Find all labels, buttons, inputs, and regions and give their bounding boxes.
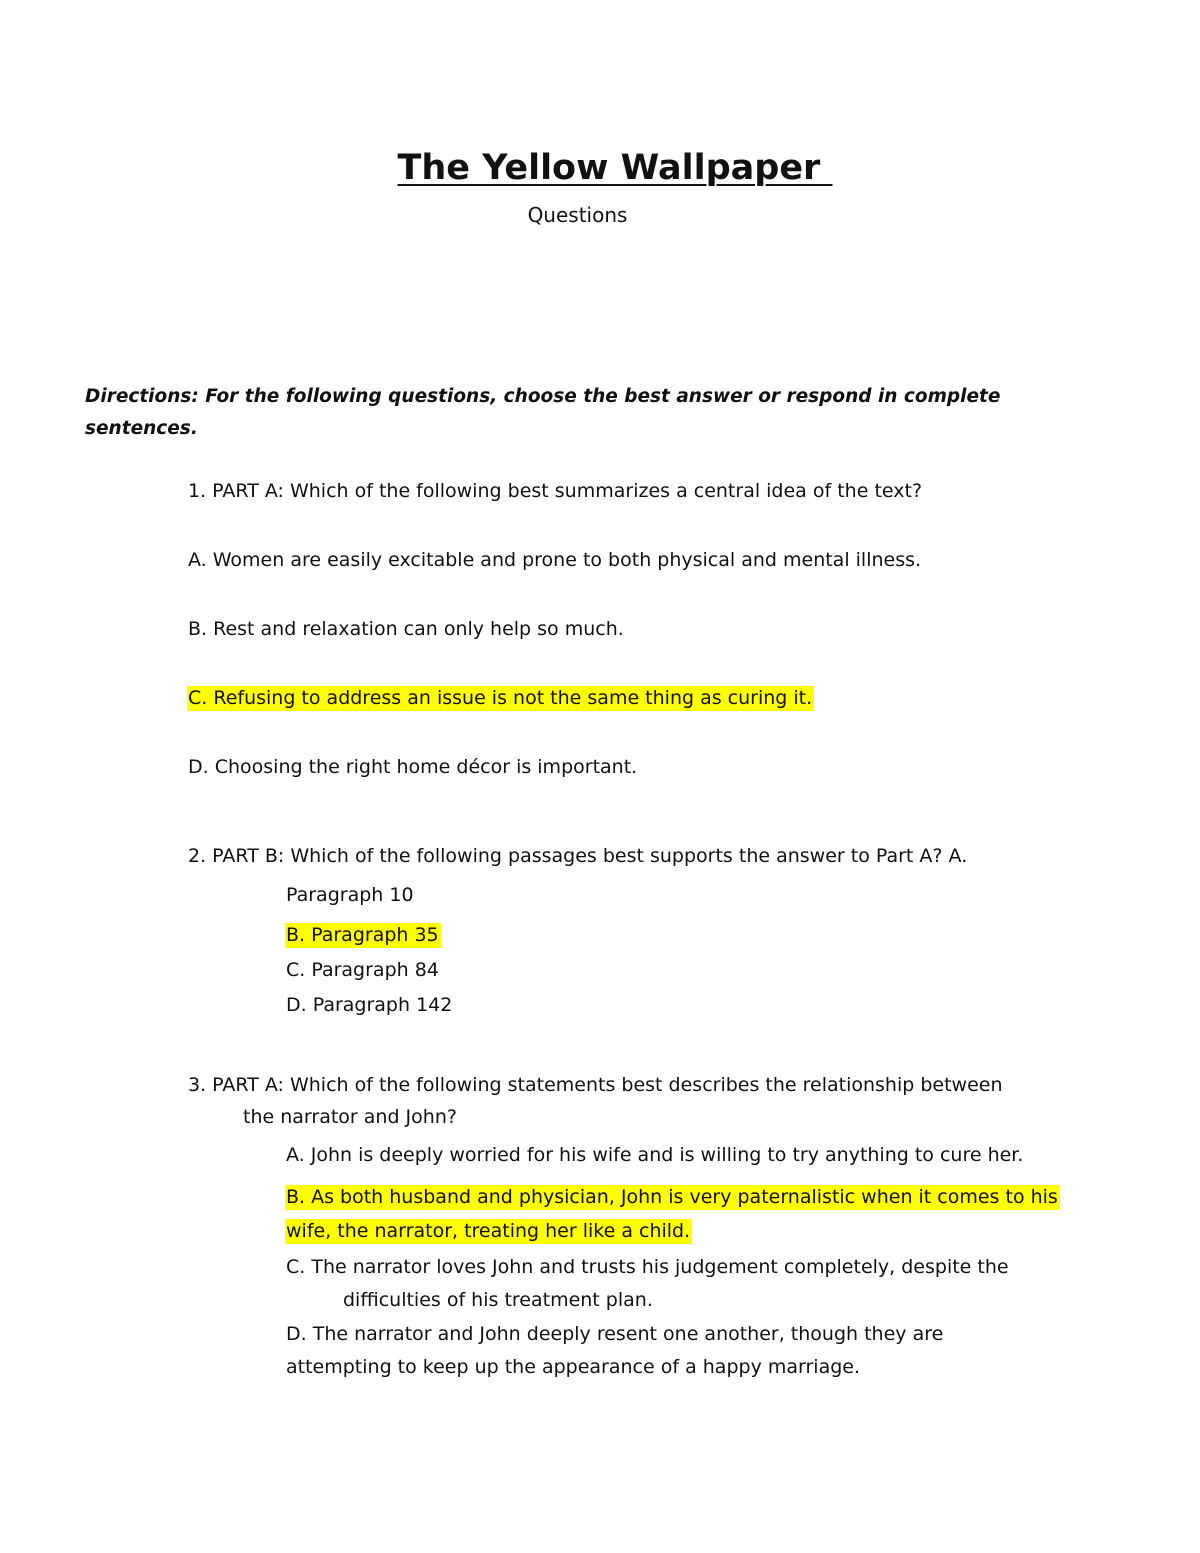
question-3-option-c-line-1: C. The narrator loves John and trusts his judgement completely, despite the <box>286 1256 1009 1278</box>
question-2-prompt: 2. PART B: Which of the following passages best supports the answer to Part A? A. <box>188 845 968 867</box>
directions-line-2: sentences. <box>85 418 198 439</box>
question-1-option-a: A. Women are easily excitable and prone to both physical and mental illness. <box>188 549 922 571</box>
question-3-option-b-highlighted-line-1: B. As both husband and physician, John is very paternalistic when it comes to his <box>286 1186 1058 1208</box>
question-1-option-d: D. Choosing the right home décor is important. <box>188 756 638 778</box>
question-2-option-c: C. Paragraph 84 <box>286 959 439 981</box>
question-2-option-a: Paragraph 10 <box>286 884 414 906</box>
question-1-prompt: 1. PART A: Which of the following best summarizes a central idea of the text? <box>188 480 923 502</box>
directions-line-1: Directions: For the following questions, choose the best answer or respond in complete <box>85 386 1001 407</box>
question-3-option-d-line-2: attempting to keep up the appearance of a happy marriage. <box>286 1356 860 1378</box>
question-2-option-d: D. Paragraph 142 <box>286 994 453 1016</box>
question-3-option-d-line-1: D. The narrator and John deeply resent one another, though they are <box>286 1323 944 1345</box>
question-3-option-a: A. John is deeply worried for his wife and is willing to try anything to cure her. <box>286 1144 1024 1166</box>
question-3-option-c-line-2: difficulties of his treatment plan. <box>343 1289 653 1311</box>
question-1-option-c-highlighted: C. Refusing to address an issue is not the same thing as curing it. <box>188 687 813 709</box>
document-title: The Yellow Wallpaper <box>397 148 833 188</box>
question-3-prompt-line-2: the narrator and John? <box>243 1106 457 1128</box>
document-subtitle: Questions <box>527 203 628 227</box>
question-3-prompt-line-1: 3. PART A: Which of the following statements best describes the relationship between <box>188 1074 1003 1096</box>
question-3-option-b-highlighted-line-2: wife, the narrator, treating her like a child. <box>286 1220 691 1242</box>
question-2-option-b-highlighted: B. Paragraph 35 <box>286 924 439 946</box>
question-1-option-b: B. Rest and relaxation can only help so much. <box>188 618 624 640</box>
